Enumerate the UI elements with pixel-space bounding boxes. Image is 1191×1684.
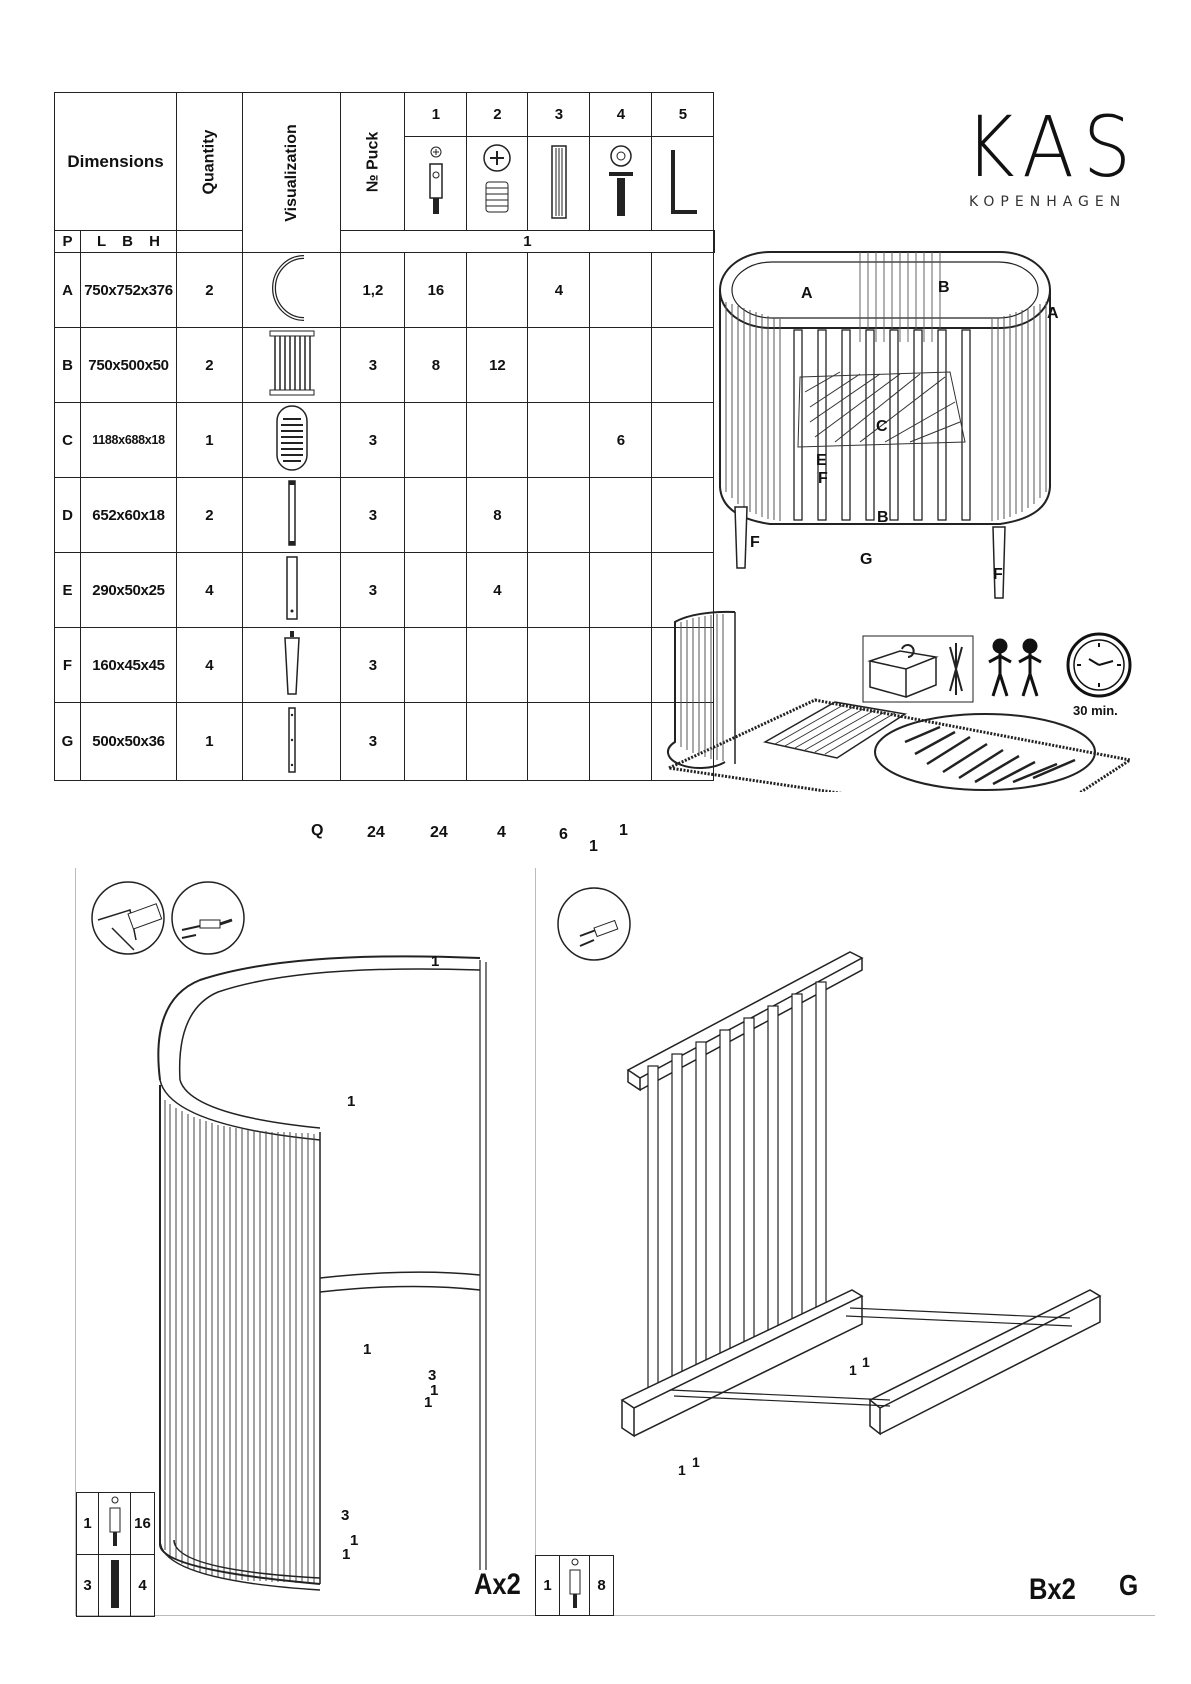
hw-count	[652, 403, 714, 478]
hw-number-1: 1	[405, 93, 467, 137]
sub-one-header: 1	[341, 231, 714, 253]
hw-bolt-washer-icon	[590, 137, 652, 231]
part-quantity: 2	[177, 328, 243, 403]
part-quantity: 4	[177, 553, 243, 628]
part-letter: D	[55, 478, 81, 553]
hw-number-3: 3	[528, 93, 590, 137]
part-dimensions: 652x60x18	[81, 478, 177, 553]
legend-quantity: 4	[131, 1555, 155, 1617]
puck-number: 1,2	[341, 253, 405, 328]
hw-count	[590, 478, 652, 553]
step-a-label: Ax2	[474, 1568, 521, 1601]
step-a-legend	[76, 1492, 155, 1617]
hw-number-4: 4	[590, 93, 652, 137]
hw-count	[405, 703, 467, 781]
hw-dowel-screw-icon	[405, 137, 467, 231]
hw-count: 4	[467, 553, 528, 628]
hw-count: 12	[467, 328, 528, 403]
visual-c-icon	[242, 403, 341, 478]
step-b-callout: 1	[692, 1454, 700, 1470]
total-hw-3: 4	[497, 824, 506, 841]
hw-count	[528, 553, 590, 628]
puck-number: 3	[341, 628, 405, 703]
hw-count	[467, 253, 528, 328]
part-dimensions: 290x50x25	[81, 553, 177, 628]
hw-number-5: 5	[652, 93, 714, 137]
crib-label-f2: F	[750, 534, 760, 551]
hw-count	[652, 478, 714, 553]
step-a-callout: 1	[430, 1382, 439, 1399]
legend-quantity: 8	[590, 1556, 614, 1616]
table-row	[55, 253, 715, 328]
part-letter: A	[55, 253, 81, 328]
hw-count	[528, 478, 590, 553]
hw-allen-key-icon	[652, 137, 714, 231]
totals-q-label: Q	[311, 822, 324, 839]
dimensions-header: Dimensions	[55, 93, 177, 231]
brand-logo	[965, 98, 1159, 210]
sub-blank	[177, 231, 243, 253]
hw-count	[528, 703, 590, 781]
part-quantity: 1	[177, 403, 243, 478]
no-cutter-box-icon	[862, 635, 974, 703]
total-hw-1: 24	[367, 824, 385, 841]
hw-count	[467, 403, 528, 478]
part-letter: F	[55, 628, 81, 703]
part-dimensions: 500x50x36	[81, 703, 177, 781]
hw-count	[590, 553, 652, 628]
total-hw-4: 6	[559, 826, 568, 843]
crib-label-f3: F	[993, 566, 1003, 583]
step-b-illustration	[550, 880, 1150, 1540]
part-quantity: 4	[177, 628, 243, 703]
total-hw-5: 1	[619, 822, 628, 839]
hw-count: 16	[405, 253, 467, 328]
hw-count	[652, 253, 714, 328]
legend-dowel-screw-icon	[560, 1556, 590, 1616]
visual-d-icon	[242, 478, 341, 553]
part-quantity: 2	[177, 253, 243, 328]
step-a-callout: 1	[350, 1532, 359, 1549]
visual-b-icon	[242, 328, 341, 403]
hw-count: 8	[467, 478, 528, 553]
table-row	[55, 478, 715, 553]
puck-number: 3	[341, 553, 405, 628]
crib-label-a1: A	[801, 285, 813, 302]
visual-f-leg-icon	[242, 628, 341, 703]
part-dimensions: 1188x688x18	[81, 403, 177, 478]
hw-number-2: 2	[467, 93, 528, 137]
table-row	[55, 328, 715, 403]
step-b-callout: 1	[862, 1354, 870, 1370]
legend-hw-number: 1	[536, 1556, 560, 1616]
part-letter: G	[55, 703, 81, 781]
hw-count	[590, 328, 652, 403]
part-dimensions: 750x752x376	[81, 253, 177, 328]
part-letter: C	[55, 403, 81, 478]
puck-header: № Puck	[341, 93, 405, 231]
puck-number: 3	[341, 478, 405, 553]
brand-subtitle: KOPENHAGEN	[969, 194, 1127, 210]
legend-hw-number: 1	[77, 1493, 99, 1555]
puck-number: 3	[341, 403, 405, 478]
puck-number: 3	[341, 703, 405, 781]
part-dimensions: 160x45x45	[81, 628, 177, 703]
visual-a-icon	[242, 253, 341, 328]
hw-count	[467, 703, 528, 781]
brand-name: KAS	[965, 98, 1140, 196]
legend-quantity: 16	[131, 1493, 155, 1555]
table-row	[55, 628, 715, 703]
crib-label-e: E	[816, 452, 827, 469]
frame-divider	[535, 868, 536, 1616]
step-a-callout: 1	[431, 953, 440, 970]
page-letter: G	[1119, 1570, 1139, 1602]
sub-p-header: P	[55, 231, 81, 253]
hw-count	[652, 328, 714, 403]
hw-wood-dowel-icon	[528, 137, 590, 231]
assembly-time: 30 min.	[1073, 703, 1118, 718]
step-a-illustration	[90, 880, 530, 1600]
legend-dowel-screw-icon	[99, 1493, 131, 1555]
hw-count: 4	[528, 253, 590, 328]
legend-wood-dowel-icon	[99, 1555, 131, 1617]
part-letter: B	[55, 328, 81, 403]
crib-label-g: G	[860, 551, 873, 568]
hw-count: 6	[590, 403, 652, 478]
part-quantity: 1	[177, 703, 243, 781]
hw-count	[590, 703, 652, 781]
hw-count	[405, 553, 467, 628]
step-a-callout: 1	[347, 1093, 356, 1110]
hw-cam-lock-icon	[467, 137, 528, 231]
puck-number: 3	[341, 328, 405, 403]
step-b-label: Bx2	[1029, 1573, 1076, 1606]
table-row	[55, 553, 715, 628]
quantity-header: Quantity	[177, 93, 243, 231]
hw-count	[528, 628, 590, 703]
total-hw-2: 24	[430, 824, 448, 841]
visual-g-icon	[242, 703, 341, 781]
step-a-callout: 1	[424, 1394, 433, 1411]
crib-illustration	[710, 242, 1110, 612]
hw-count: 8	[405, 328, 467, 403]
clock-icon	[1065, 631, 1133, 699]
hw-count	[590, 628, 652, 703]
crib-label-a2: A	[1047, 305, 1059, 322]
step-a-callout: 3	[428, 1367, 437, 1384]
legend-hw-number: 3	[77, 1555, 99, 1617]
step-a-callout: 1	[342, 1546, 351, 1563]
part-dimensions: 750x500x50	[81, 328, 177, 403]
hw-count	[528, 328, 590, 403]
hw-count	[467, 628, 528, 703]
hw-count	[405, 403, 467, 478]
visualization-header: Visualization	[242, 93, 341, 253]
step-b-legend	[535, 1555, 614, 1616]
total-extra: 1	[589, 838, 598, 855]
step-b-callout: 1	[849, 1362, 857, 1378]
two-persons-icon	[985, 638, 1047, 700]
hw-count	[590, 253, 652, 328]
part-quantity: 2	[177, 478, 243, 553]
crib-label-b1: B	[938, 279, 950, 296]
hw-count	[528, 403, 590, 478]
crib-label-c: C	[876, 418, 888, 435]
hw-count	[405, 478, 467, 553]
crib-label-f1: F	[818, 470, 828, 487]
sub-lbh-header: L B H	[81, 231, 177, 253]
step-a-callout: 1	[363, 1341, 372, 1358]
table-row	[55, 403, 715, 478]
crib-label-b2: B	[877, 509, 889, 526]
hw-count	[405, 628, 467, 703]
frame-bottom-line	[75, 1615, 1155, 1616]
part-letter: E	[55, 553, 81, 628]
visual-e-icon	[242, 553, 341, 628]
parts-table	[54, 92, 715, 781]
step-a-callout: 3	[341, 1507, 350, 1524]
table-row	[55, 703, 715, 781]
step-b-callout: 1	[678, 1462, 686, 1478]
